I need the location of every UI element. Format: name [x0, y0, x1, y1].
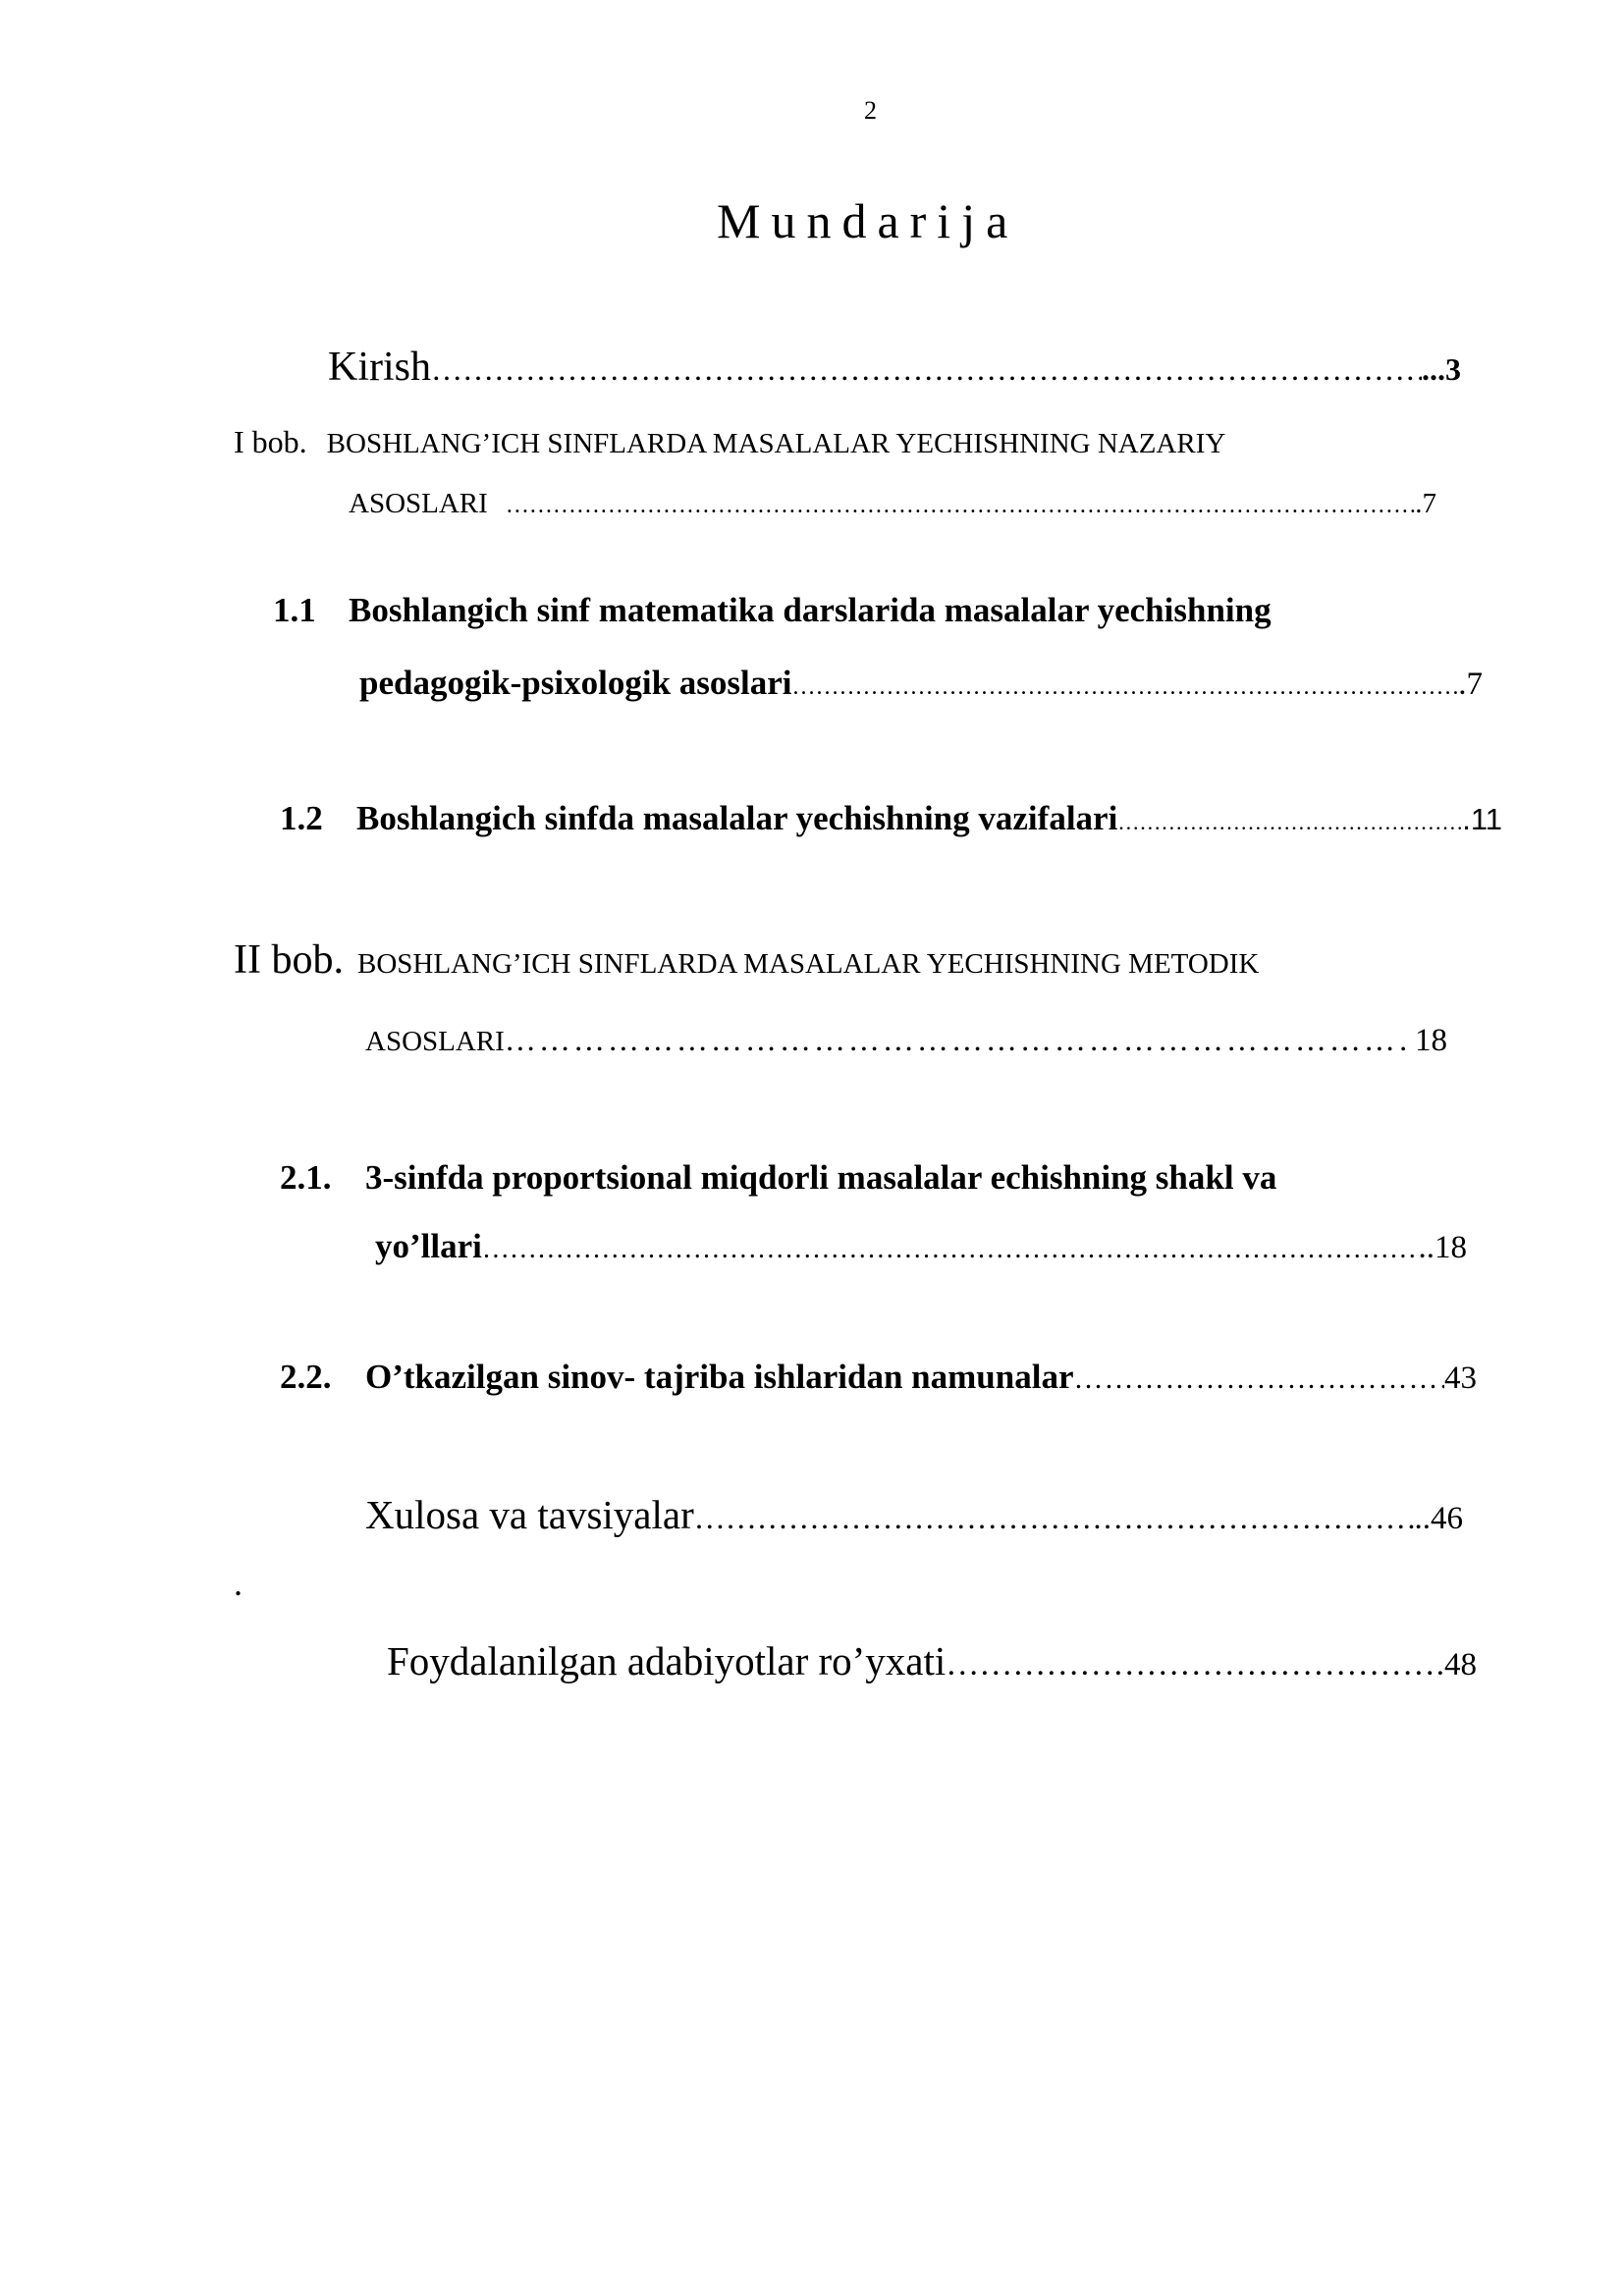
section-title: 3-sinfda proportsional miqdorli masalalar echishning shakl va	[365, 1158, 1277, 1197]
section-number: 1.2	[280, 799, 323, 837]
chapter-title-cont: ASOSLARI	[349, 488, 488, 519]
dot-leader	[792, 674, 1459, 701]
toc-entry-label: Xulosa va tavsiyalar	[365, 1492, 694, 1537]
toc-entry-page: .7	[1458, 667, 1483, 702]
section-title: O’tkazilgan sinov- tajriba ishlaridan namunalar	[365, 1358, 1074, 1396]
toc-entry-page: .11	[1462, 802, 1502, 836]
section-number: 1.1	[273, 591, 316, 629]
section-title-cont: yo’llari	[375, 1227, 482, 1265]
toc-entry-page: ..46	[1414, 1501, 1463, 1536]
page-title: Mundarija	[717, 193, 1019, 248]
toc-entry-page: 43	[1444, 1361, 1477, 1396]
section-title-cont: pedagogik-psixologik asoslari	[359, 664, 792, 702]
section-number: 2.2.	[280, 1358, 332, 1396]
toc-entry-conclusion	[365, 1491, 1463, 1538]
toc-chapter-1-heading	[234, 424, 1225, 460]
section-title: Boshlangich sinf matematika darslarida masalalar yechishning	[349, 591, 1272, 629]
dot-leader	[946, 1646, 1435, 1683]
toc-chapter-1-continuation	[349, 488, 1436, 520]
toc-section-1-1-continuation	[359, 664, 1483, 703]
dot-leader	[431, 351, 1422, 388]
toc-section-2-1-continuation	[375, 1227, 1467, 1266]
stray-mark: .	[234, 1564, 243, 1603]
toc-chapter-2-heading	[234, 936, 1259, 984]
dot-leader	[1117, 810, 1462, 835]
toc-entry-page: 18	[1415, 1023, 1447, 1058]
dot-leader	[482, 1234, 1419, 1265]
chapter-title: BOSHLANG’ICH SINFLARDA MASALALAR YECHISHNING METODIK	[356, 948, 1260, 980]
toc-entry-page: .48	[1435, 1647, 1477, 1682]
toc-entry-references	[387, 1637, 1477, 1684]
toc-section-1-1	[273, 591, 1272, 630]
toc-entry-label: Foydalanilgan adabiyotlar ro’yxati	[387, 1638, 947, 1683]
toc-entry-page: .7	[1415, 488, 1436, 519]
toc-section-1-2	[280, 799, 1502, 838]
chapter-title-cont: ASOSLARI	[365, 1026, 505, 1057]
chapter-title: BOSHLANG’ICH SINFLARDA MASALALAR YECHISHNING NAZARIY	[326, 428, 1226, 459]
toc-section-2-2	[280, 1358, 1477, 1397]
dot-leader	[505, 1022, 1409, 1058]
toc-chapter-2-continuation	[365, 1022, 1447, 1059]
toc-section-2-1	[280, 1158, 1276, 1198]
section-number: 2.1.	[280, 1158, 332, 1197]
toc-entry-page: ..18	[1418, 1230, 1467, 1265]
toc-entry-page: ...3	[1422, 351, 1461, 387]
dot-leader	[506, 493, 1415, 519]
toc-entry-intro	[328, 344, 1461, 391]
toc-entry-label: Kirish	[328, 345, 431, 390]
chapter-prefix: I bob.	[234, 424, 307, 459]
page-number: 2	[864, 96, 877, 125]
dot-leader	[694, 1500, 1415, 1536]
dot-leader	[1073, 1362, 1444, 1396]
chapter-prefix: II bob.	[234, 937, 344, 983]
section-title: Boshlangich sinfda masalalar yechishning vazifalari	[356, 799, 1118, 837]
